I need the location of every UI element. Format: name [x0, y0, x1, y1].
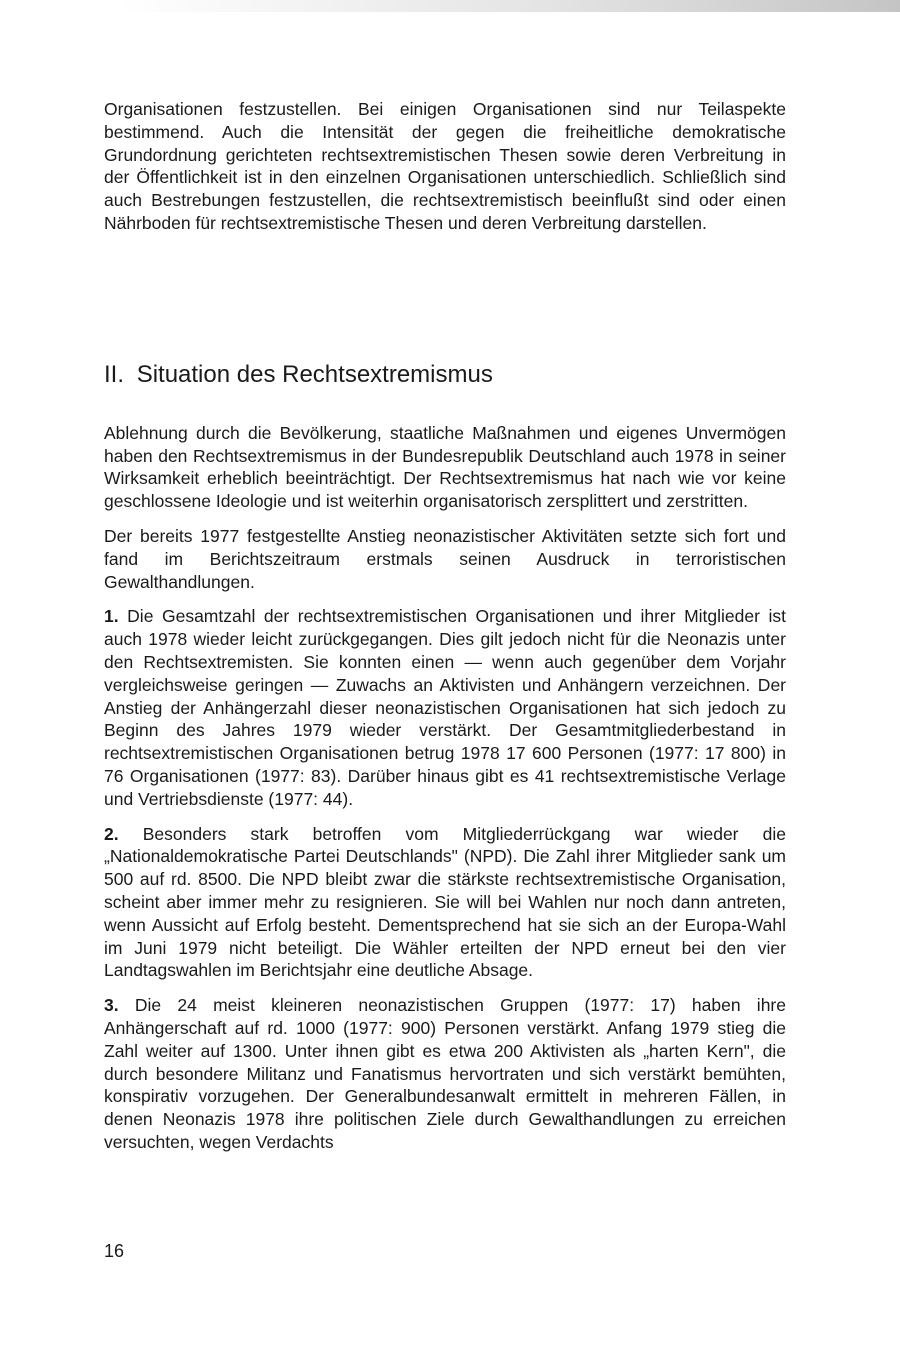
numbered-item	[104, 605, 786, 810]
scan-edge-shadow	[120, 0, 900, 12]
section-title: Situation des Rechtsextremismus	[136, 360, 493, 388]
body-paragraph: Der bereits 1977 festgestellte Anstieg neonazistischer Aktivitäten setzte sich fort und fand im Berichtszeitraum erstmals seinen Ausdruck in terroristischen Gewalthandlungen.	[104, 525, 786, 592]
item-number: 3.	[104, 995, 119, 1016]
item-number: 1.	[104, 606, 119, 627]
section-number: II.	[104, 360, 125, 388]
item-text: Die Gesamtzahl der rechtsextremistischen Organisationen und ihrer Mitglieder ist auch 1978 wieder leicht zurückgegangen. Dies gilt jedoch nicht für die Neonazis unter den Rechtsextremisten. Sie konnten einen — wenn auch gegenüber dem Vorjahr vergleichsweise geringen — Zuwachs an Aktivisten und Anhängern verzeichnen. Der Anstieg der Anhängerzahl dieser neonazistischen Organisationen hat sich jedoch zu Beginn des Jahres 1979 wieder verstärkt. Der Gesamtmitgliederbestand in rechtsextremistischen Organisationen betrug 1978 17 600 Personen (1977: 17 800) in 76 Organisationen (1977: 83). Darüber hinaus gibt es 41 rechtsextremistische Verlage und Vertriebsdienste (1977: 44).	[104, 606, 786, 809]
numbered-item	[104, 823, 786, 983]
body-paragraph: Ablehnung durch die Bevölkerung, staatliche Maßnahmen und eigenes Unvermögen haben den Rechtsextremismus in der Bundesrepublik Deutschland auch 1978 in seiner Wirksamkeit erheblich beeinträchtigt. Der Rechtsextremismus hat nach wie vor keine geschlossene Ideologie und ist weiterhin organisatorisch zersplittert und zerstritten.	[104, 422, 786, 512]
intro-paragraph: Organisationen festzustellen. Bei einigen Organisationen sind nur Teilaspekte bestimmend. Auch die Intensität der gegen die freiheitliche demokratische Grundordnung gerichteten rechtsextremistischen Thesen sowie deren Verbreitung in der Öffentlichkeit ist in den einzelnen Organisationen unterschiedlich. Schließlich sind auch Bestrebungen festzustellen, die rechtsextremistisch beeinflußt sind oder einen Nährboden für rechtsextremistische Thesen und deren Verbreitung darstellen.	[104, 99, 786, 233]
page-number: 16	[104, 1241, 125, 1261]
item-text: Die 24 meist kleineren neonazistischen Gruppen (1977: 17) haben ihre Anhängerschaft auf rd. 1000 (1977: 900) Personen verstärkt. Anfang 1979 stieg die Zahl weiter auf 1300. Unter ihnen gibt es etwa 200 Aktivisten als „harten Kern", die durch besondere Militanz und Fanatismus hervortraten und sich verstärkt bemühten, konspirativ vorzugehen. Der Generalbundesanwalt ermittelt in mehreren Fällen, in denen Neonazis 1978 ihre politischen Ziele durch Gewalthandlungen zu erreichen versuchten, wegen Verdachts	[104, 995, 786, 1152]
section-heading	[104, 360, 786, 390]
page-content	[104, 98, 786, 1154]
numbered-item	[104, 994, 786, 1154]
item-number: 2.	[104, 823, 119, 844]
item-text: Besonders stark betroffen vom Mitgliederrückgang war wieder die „Nationaldemokratische Partei Deutschlands" (NPD). Die Zahl ihrer Mitglieder sank um 500 auf rd. 8500. Die NPD bleibt zwar die stärkste rechtsextremistische Organisation, scheint aber immer mehr zu resignieren. Sie will bei Wahlen nur noch dann antreten, wenn Aussicht auf Erfolg besteht. Dementsprechend hat sie sich an der Europa-Wahl im Juni 1979 nicht beteiligt. Die Wähler erteilten der NPD erneut bei den vier Landtagswahlen im Berichtsjahr eine deutliche Absage.	[104, 823, 786, 981]
